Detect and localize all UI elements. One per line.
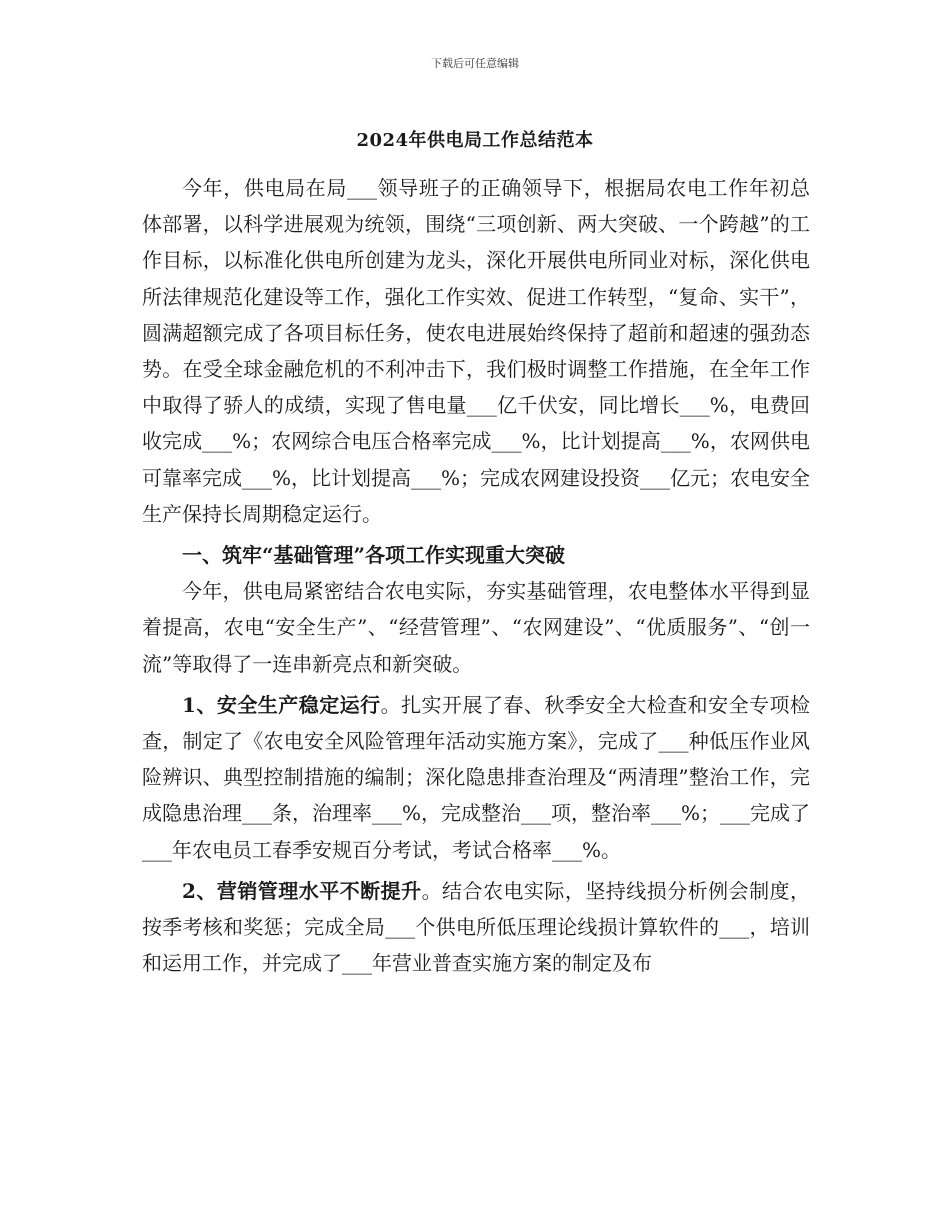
paragraph-text: 今年，供电局紧密结合农电实际，夯实基础管理，农电整体水平得到显着提高，农电“安全生产”、“经营管理”、“农网建设”、“优质服务”、“创一流”等取得了一连串新亮点和新突破。 (142, 579, 810, 676)
document-title: 2024年供电局工作总结范本 (356, 130, 594, 151)
document-body (142, 170, 810, 981)
paragraph-text: 。结合农电实际，坚持线损分析例会制度，按季考核和奖惩；完成全局___个供电所低压理论线损计算软件的___，培训和运用工作，并完成了___年营业普查实施方案的制定及布 (142, 878, 811, 976)
paragraph-section-intro (142, 573, 810, 682)
paragraph-lead: 1、安全生产稳定运行 (182, 692, 381, 717)
paragraph-text: 今年，供电局在局___领导班子的正确领导下，根据局农电工作年初总体部署，以科学进展观为统领，围绕“三项创新、两大突破、一个跨越”的工作目标，以标准化供电所创建为龙头，深化开展供电所同业对标，深化供电所法律规范化建设等工作，强化工作实效、促进工作转型，“复命、实干”，圆满超额完成了各项目标任务，使农电进展始终保持了超前和超速的强劲态势。在受全球金融危机的不利冲击下，我们极时调整工作措施，在全年工作中取得了骄人的成绩，实现了售电量___亿千伏安，同比增长___%，电费回收完成___%；农网综合电压合格率完成___%，比计划提高___%，农网供电可靠率完成___%，比计划提高___%；完成农网建设投资___亿元；农电安全生产保持长周期稳定运行。 (142, 176, 811, 526)
section-heading: 一、筑牢“基础管理”各项工作实现重大突破 (182, 543, 566, 568)
paragraph-marketing (142, 873, 810, 982)
paragraph-intro (142, 170, 810, 532)
paragraph-lead: 2、营销管理水平不断提升 (182, 878, 422, 903)
paragraph-text: 。扎实开展了春、秋季安全大检查和安全专项检查，制定了《农电安全风险管理年活动实施方案》，完成了___种低压作业风险辨识、典型控制措施的编制；深化隐患排查治理及“两清理”整治工作，完成隐患治理___条，治理率___%，完成整治___项，整治率___%；___完成了___年农电员工春季安规百分考试，考试合格率___%。 (142, 692, 811, 862)
paragraph-safety (142, 687, 810, 868)
header-note: 下载后可任意编辑 (431, 57, 519, 70)
